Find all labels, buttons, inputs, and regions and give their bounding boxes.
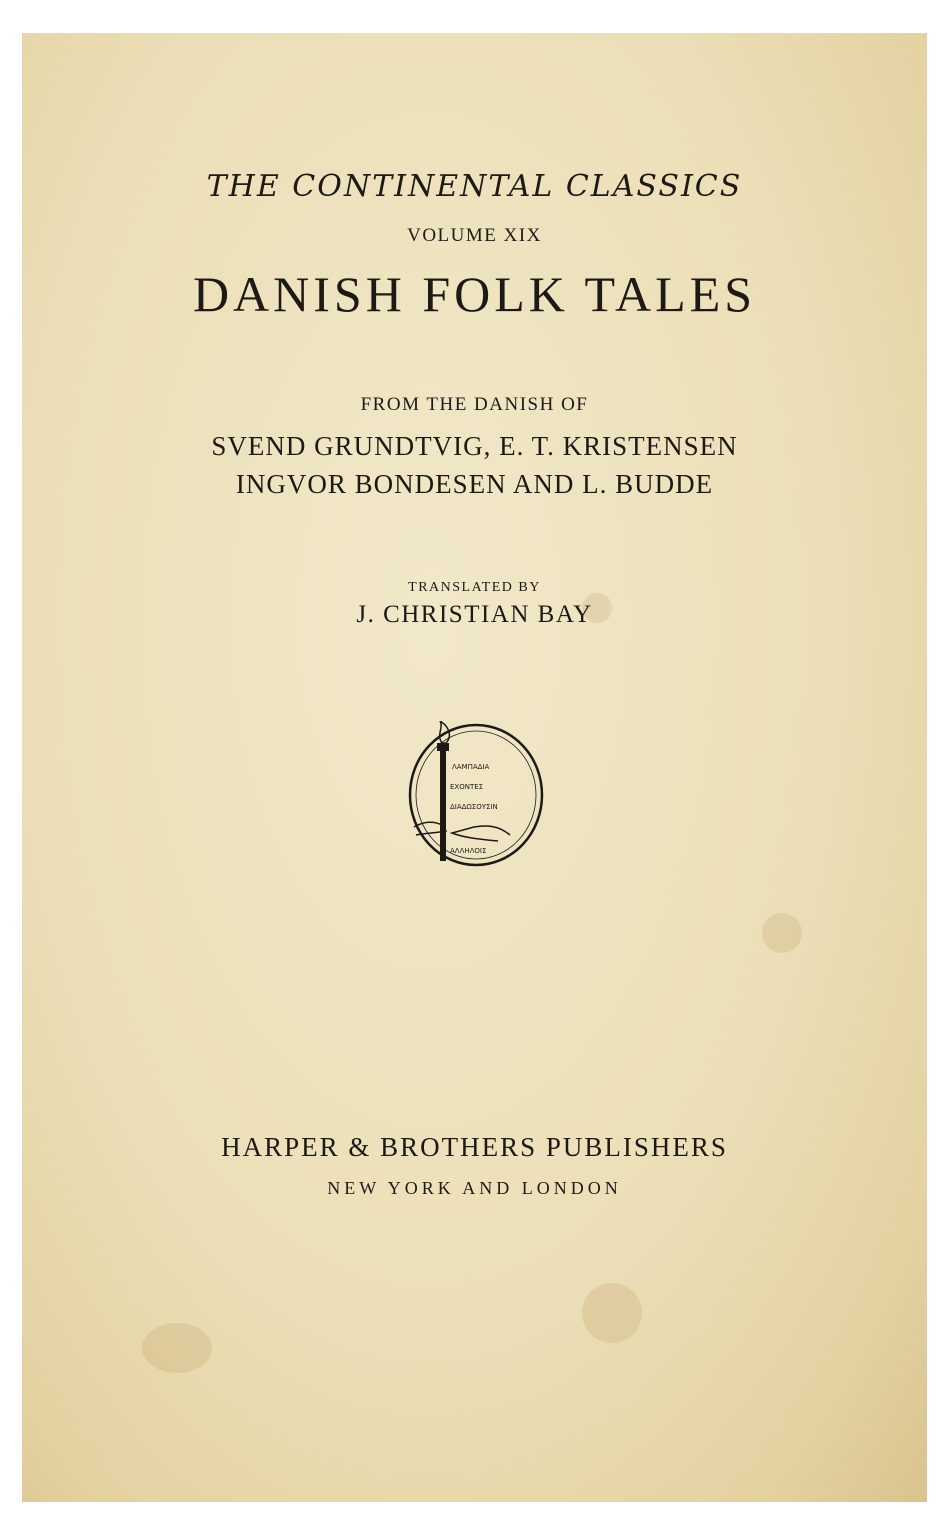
paper-stain bbox=[762, 913, 802, 953]
series-title: THE CONTINENTAL CLASSICS bbox=[206, 169, 743, 204]
source-label: FROM THE DANISH OF bbox=[360, 394, 589, 415]
inscription-line: ΕΧΟΝΤΕΣ bbox=[450, 783, 484, 791]
publisher-place: NEW YORK AND LONDON bbox=[327, 1178, 622, 1198]
authors-line-2: INGVOR BONDESEN AND L. BUDDE bbox=[235, 469, 714, 499]
torch-and-clasped-hands-seal-icon bbox=[406, 721, 546, 869]
authors-line-1: SVEND GRUNDTVIG, E. T. KRISTENSEN bbox=[211, 431, 738, 461]
translator-name: J. CHRISTIAN BAY bbox=[356, 601, 593, 628]
paper-stain bbox=[142, 1323, 212, 1373]
inscription-line: ΔΙΑΔΩΣΟΥΣΙΝ bbox=[450, 803, 498, 811]
translated-label: TRANSLATED BY bbox=[408, 580, 541, 595]
volume-number: VOLUME XIX bbox=[407, 225, 542, 246]
title-page bbox=[22, 33, 927, 1502]
paper-stain bbox=[582, 1283, 642, 1343]
inscription-line: ΑΛΛΗΛΟΙΣ bbox=[450, 847, 487, 855]
publisher-name: HARPER & BROTHERS PUBLISHERS bbox=[221, 1132, 728, 1162]
book-title: DANISH FOLK TALES bbox=[192, 266, 757, 322]
inscription-line: ΛΑΜΠΑΔΙΑ bbox=[452, 763, 490, 771]
